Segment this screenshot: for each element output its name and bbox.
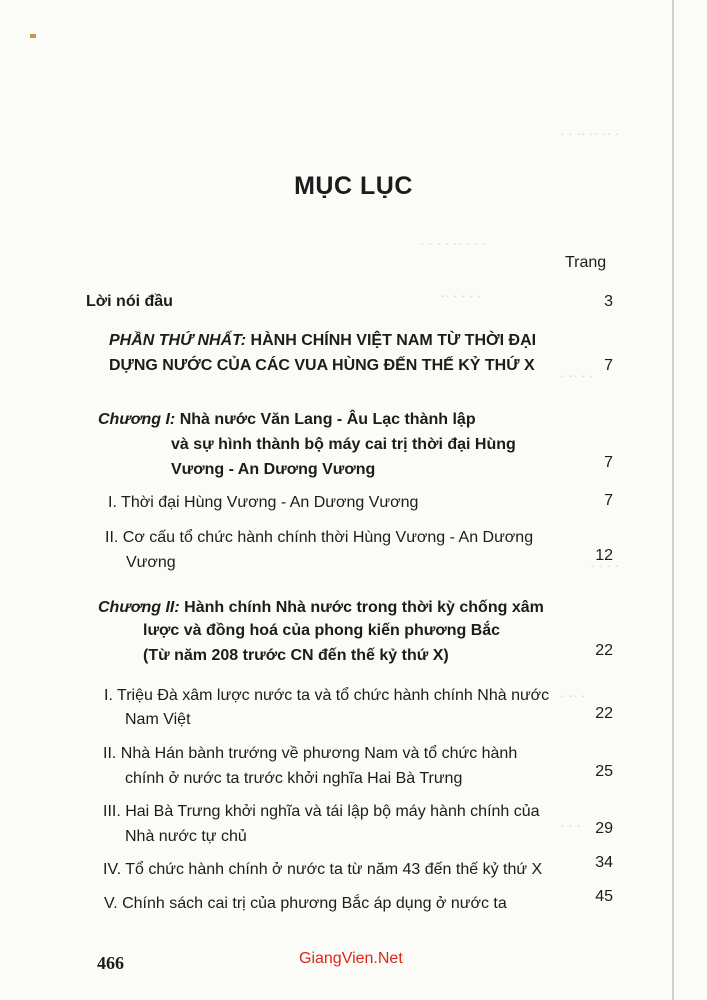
toc-section-2-4: IV. Tổ chức hành chính ở nước ta từ năm 43 đến thế kỷ thứ X — [103, 861, 543, 878]
toc-page-chapter-2: 22 — [595, 642, 613, 659]
toc-chapter-1-title-line1: Nhà nước Văn Lang - Âu Lạc thành lập — [175, 411, 476, 428]
toc-page-section-2-1: 22 — [595, 705, 613, 722]
bleed-through-text: · · ·· ·· ·· · · · · · ·· · · · ·· · · · · · ·· · · · · · · · ·· · · · · — [420, 128, 620, 835]
toc-chapter-1-label: Chương I: — [98, 411, 176, 428]
toc-section-2-2-line2: chính ở nước ta trước khởi nghĩa Hai Bà Trưng — [125, 770, 463, 787]
toc-section-2-1-line2: Nam Việt — [125, 711, 191, 728]
toc-page-part-one: 7 — [604, 357, 613, 374]
page-column-label: Trang — [565, 254, 607, 271]
toc-chapter-2-title — [98, 597, 544, 619]
toc-page-section-2-3: 29 — [595, 820, 613, 837]
toc-page-section-2-2: 25 — [595, 763, 613, 780]
toc-page-section-1-2: 12 — [595, 547, 613, 564]
toc-page-chapter-1: 7 — [604, 454, 613, 471]
toc-section-2-3-line2: Nhà nước tự chủ — [125, 828, 247, 845]
toc-entry-preface: Lời nói đầu — [86, 293, 173, 310]
toc-part-one-title — [109, 330, 536, 352]
toc-section-1-2-line1: II. Cơ cấu tổ chức hành chính thời Hùng Vương - An Dương — [105, 529, 534, 546]
print-mark — [30, 34, 36, 38]
toc-chapter-2-label: Chương II: — [98, 599, 180, 616]
toc-section-1-2-line2: Vương — [126, 554, 176, 571]
toc-page-preface: 3 — [604, 293, 613, 310]
toc-chapter-1-title-line2: và sự hình thành bộ máy cai trị thời đại Hùng — [171, 436, 516, 453]
toc-chapter-2-title-line3: (Từ năm 208 trước CN đến thế kỷ thứ X) — [143, 647, 449, 664]
page-number: 466 — [97, 953, 124, 973]
toc-part-one-label: PHẦN THỨ NHẤT: — [109, 332, 247, 349]
toc-section-2-5: V. Chính sách cai trị của phương Bắc áp dụng ở nước ta — [104, 895, 507, 912]
page-edge-shadow — [672, 0, 674, 1000]
toc-chapter-1-title — [98, 409, 476, 431]
toc-page-section-2-5: 45 — [595, 888, 613, 905]
toc-page-section-1-1: 7 — [604, 492, 613, 509]
toc-section-2-2-line1: II. Nhà Hán bành trướng về phương Nam và tổ chức hành — [103, 745, 518, 762]
toc-page-section-2-4: 34 — [595, 854, 613, 871]
toc-chapter-1-title-line3: Vương - An Dương Vương — [171, 461, 376, 478]
toc-title: MỤC LỤC — [294, 172, 413, 200]
toc-chapter-2-title-line2: lược và đồng hoá của phong kiến phương Bắc — [143, 622, 501, 639]
toc-section-2-3-line1: III. Hai Bà Trưng khởi nghĩa và tái lập bộ máy hành chính của — [103, 803, 540, 820]
toc-part-one-title-line2: DỰNG NƯỚC CỦA CÁC VUA HÙNG ĐẾN THẾ KỶ THỨ X — [109, 357, 535, 374]
toc-section-1-1: I. Thời đại Hùng Vương - An Dương Vương — [108, 494, 419, 511]
toc-section-2-1-line1: I. Triệu Đà xâm lược nước ta và tổ chức hành chính Nhà nước — [104, 687, 550, 704]
watermark: GiangVien.Net — [299, 950, 403, 967]
toc-chapter-2-title-line1: Hành chính Nhà nước trong thời kỳ chống xâm — [179, 599, 544, 616]
toc-part-one-title-line1: HÀNH CHÍNH VIỆT NAM TỪ THỜI ĐẠI — [246, 332, 537, 349]
